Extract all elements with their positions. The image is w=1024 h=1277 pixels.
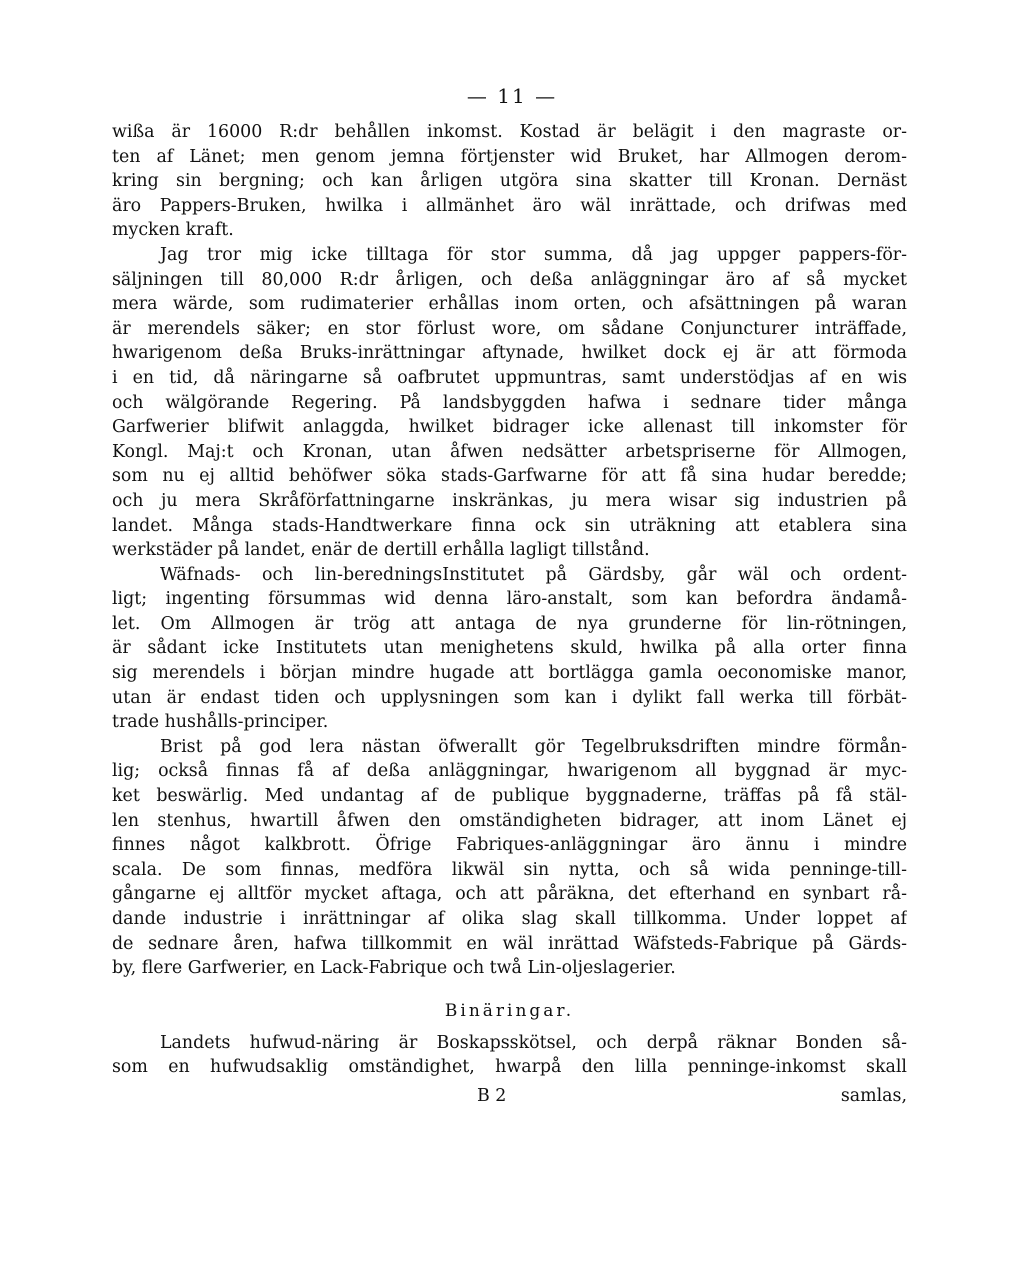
section-heading: Binäringar.: [444, 1000, 575, 1021]
text-line: landet. Många stads-Handtwerkare finna ock sin uträkning att etablera sina: [112, 515, 907, 536]
text-line: finnes något kalkbrott. Öfrige Fabriques-anläggningar äro ännu i mindre: [112, 835, 907, 856]
page-footer: [112, 1086, 907, 1114]
text-line: utan är endast tiden och upplysningen som kan i dylikt fall werka till förbät-: [112, 687, 907, 708]
text-line: Garfwerier blifwit anlaggda, hwilket bidrager icke allenast till inkomster för: [112, 417, 907, 438]
text-line: äro Pappers-Bruken, hwilka i allmänhet äro wäl inrättade, och drifwas med: [112, 195, 907, 216]
text-line: scala. De som finnas, medföra likwäl sin nytta, och så wida penninge-till-: [112, 859, 907, 880]
text-line: är merendels säker; en stor förlust wore, om sådane Conjuncturer inträffade,: [112, 318, 907, 339]
text-line: mera wärde, som rudimaterier erhållas inom orten, och afsättningen på waran: [112, 294, 907, 315]
body-text: [112, 120, 907, 1080]
text-line: ten af Länet; men genom jemna förtjenster wid Bruket, har Allmogen derom-: [112, 146, 907, 167]
text-line: i en tid, då näringarne så oafbrutet uppmuntras, samt understödjas af en wis: [112, 367, 907, 388]
text-line: len stenhus, hwartill åfwen den omständigheten bidrager, att inom Länet ej: [112, 810, 907, 831]
text-line: mycken kraft.: [112, 220, 234, 241]
text-line: let. Om Allmogen är trög att antaga de nya grunderne för lin-rötningen,: [112, 613, 907, 634]
text-line: kring sin bergning; och kan årligen utgöra sina skatter till Kronan. Dernäst: [112, 171, 907, 192]
text-line: sig merendels i början mindre hugade att bortlägga gamla oeconomiske manor,: [112, 663, 907, 684]
text-line: Kongl. Maj:t och Kronan, utan åfwen nedsätter arbetspriserne för Allmogen,: [112, 441, 907, 462]
text-line: hwarigenom deßa Bruks-inrättningar aftynade, hwilket dock ej är att förmoda: [112, 343, 907, 364]
text-line: dande industrie i inrättningar af olika slag skall tillkomma. Under loppet af: [112, 909, 907, 929]
text-line: som en hufwudsaklig omständighet, hwarpå den lilla penninge-inkomst skall: [112, 1057, 907, 1078]
text-line: wißa är 16000 R:dr behållen inkomst. Kostad är belägit i den magraste or-: [112, 122, 907, 142]
signature-mark: B 2: [477, 1086, 507, 1106]
text-line: ket beswärlig. Med undantag af de publique byggnaderne, träffas på få stäl-: [112, 786, 907, 807]
text-line: och wälgörande Regering. På landsbyggden hafwa i sednare tider många: [112, 392, 907, 413]
text-line: gångarne ej alltför mycket aftaga, och att påräkna, det efterhand en synbart rå-: [112, 884, 907, 905]
text-line: de sednare åren, hafwa tillkommit en wäl inrättad Wäfsteds-Fabrique på Gärds-: [112, 933, 907, 954]
text-line: Jag tror mig icke tilltaga för stor summa, då jag uppger pappers-för-: [160, 244, 907, 265]
text-line: Landets hufwud-näring är Boskapsskötsel, och derpå räknar Bonden så-: [160, 1032, 907, 1053]
text-line: trade hushålls-principer.: [112, 712, 329, 733]
text-line: säljningen till 80,000 R:dr årligen, och deßa anläggningar äro af så mycket: [112, 269, 907, 290]
text-line: werkstäder på landet, enär de dertill erhålla lagligt tillstånd.: [112, 540, 650, 561]
catchword: samlas,: [840, 1086, 907, 1106]
page-number: — 11 —: [466, 84, 558, 108]
text-line: Brist på god lera nästan öfwerallt gör Tegelbruksdriften mindre förmån-: [160, 736, 907, 757]
text-line: är sådant icke Institutets utan menighetens skuld, hwilka på alla orter finna: [112, 638, 907, 659]
text-line: Wäfnads- och lin-beredningsInstitutet på Gärdsby, går wäl och ordent-: [160, 564, 907, 585]
text-line: ligt; ingenting försummas wid denna läro-anstalt, som kan befordra ändamå-: [112, 589, 907, 610]
text-line: lig; också finnas få af deßa anläggningar, hwarigenom all byggnad är myc-: [112, 761, 907, 782]
text-line: by, flere Garfwerier, en Lack-Fabrique och twå Lin-oljeslagerier.: [112, 958, 676, 979]
text-line: som nu ej alltid behöfwer söka stads-Garfwarne för att få sina hudar beredde;: [112, 466, 907, 487]
text-line: och ju mera Skråförfattningarne inskränkas, ju mera wisar sig industrien på: [112, 490, 907, 511]
